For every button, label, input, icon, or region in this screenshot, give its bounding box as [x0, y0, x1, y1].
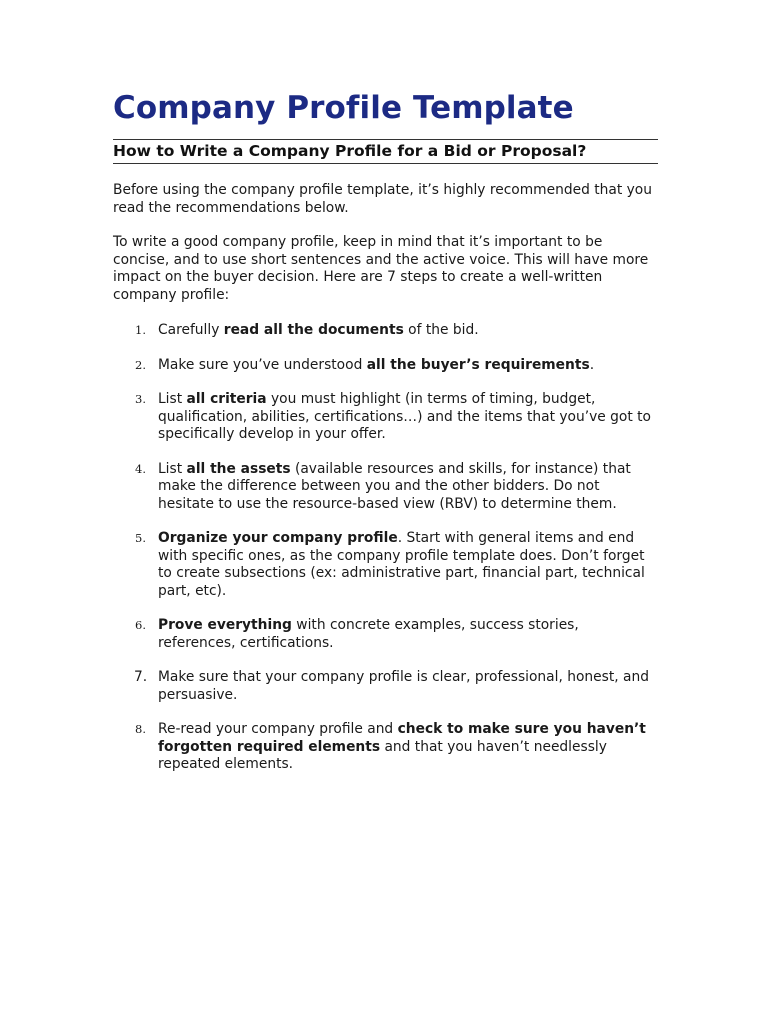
list-item — [113, 669, 658, 704]
step-text: Re-read your company profile and — [158, 721, 398, 737]
list-item — [113, 721, 658, 774]
step-number: 5. — [135, 531, 146, 545]
step-number: 8. — [135, 722, 146, 736]
step-number: 7. — [134, 669, 148, 685]
step-emphasis: all criteria — [186, 391, 267, 407]
list-item — [113, 391, 658, 444]
list-item — [113, 357, 658, 375]
step-number: 2. — [135, 357, 146, 372]
step-text: . — [589, 356, 595, 373]
list-item — [113, 322, 658, 340]
step-number: 6. — [135, 618, 146, 632]
step-text: you must highlight (in terms of timing, budget, qualification, abilities, certifications…) and the items that you’ve got to specifically develop in your offer. — [158, 391, 651, 442]
step-emphasis: Organize your company profile — [158, 530, 398, 546]
subtitle-rule-box — [113, 139, 658, 164]
step-text: Make sure that your company profile is clear, professional, honest, and persuasive. — [158, 669, 649, 703]
step-number: 4. — [135, 461, 146, 476]
step-number: 1. — [135, 323, 146, 337]
document-page — [113, 88, 658, 791]
list-item — [113, 530, 658, 600]
step-emphasis: read all the documents — [223, 322, 404, 338]
step-emphasis: all the buyer’s requirements — [366, 356, 590, 373]
step-emphasis: check to make sure you haven’t forgotten required elements — [158, 721, 646, 755]
step-text: (available resources and skills, for instance) that make the difference between you and the other bidders. Do not hesitate to use the resource-based view (RBV) to determine them. — [158, 460, 631, 512]
step-text: . Start with general items and end with specific ones, as the company profile template does. Don’t forget to create subsections (ex: administrative part, financial part, technical part, etc). — [158, 530, 645, 599]
list-item — [113, 461, 658, 514]
step-emphasis: Prove everything — [158, 617, 292, 633]
document-subtitle: How to Write a Company Profile for a Bid or Proposal? — [113, 142, 587, 160]
list-item — [113, 617, 658, 652]
step-text: and that you haven’t needlessly repeated elements. — [158, 738, 607, 772]
step-number: 3. — [135, 392, 146, 406]
step-text: with concrete examples, success stories, references, certifications. — [158, 617, 579, 651]
step-text: List — [158, 460, 187, 477]
steps-list — [113, 322, 658, 774]
step-text: List — [158, 391, 187, 407]
step-text: Make sure you’ve understood — [158, 356, 367, 373]
step-text: Carefully — [158, 322, 224, 338]
step-text: of the bid. — [403, 322, 479, 338]
body-paragraph: To write a good company profile, keep in mind that it’s important to be concise, and to use short sentences and the active voice. This will have more impact on the buyer decision. Here are 7 steps to create a well-written company profile: — [113, 234, 649, 303]
step-emphasis: all the assets — [186, 460, 291, 477]
document-title: Company Profile Template — [113, 90, 574, 126]
intro-paragraph: Before using the company profile template, it’s highly recommended that you read the recommendations below. — [113, 182, 652, 216]
